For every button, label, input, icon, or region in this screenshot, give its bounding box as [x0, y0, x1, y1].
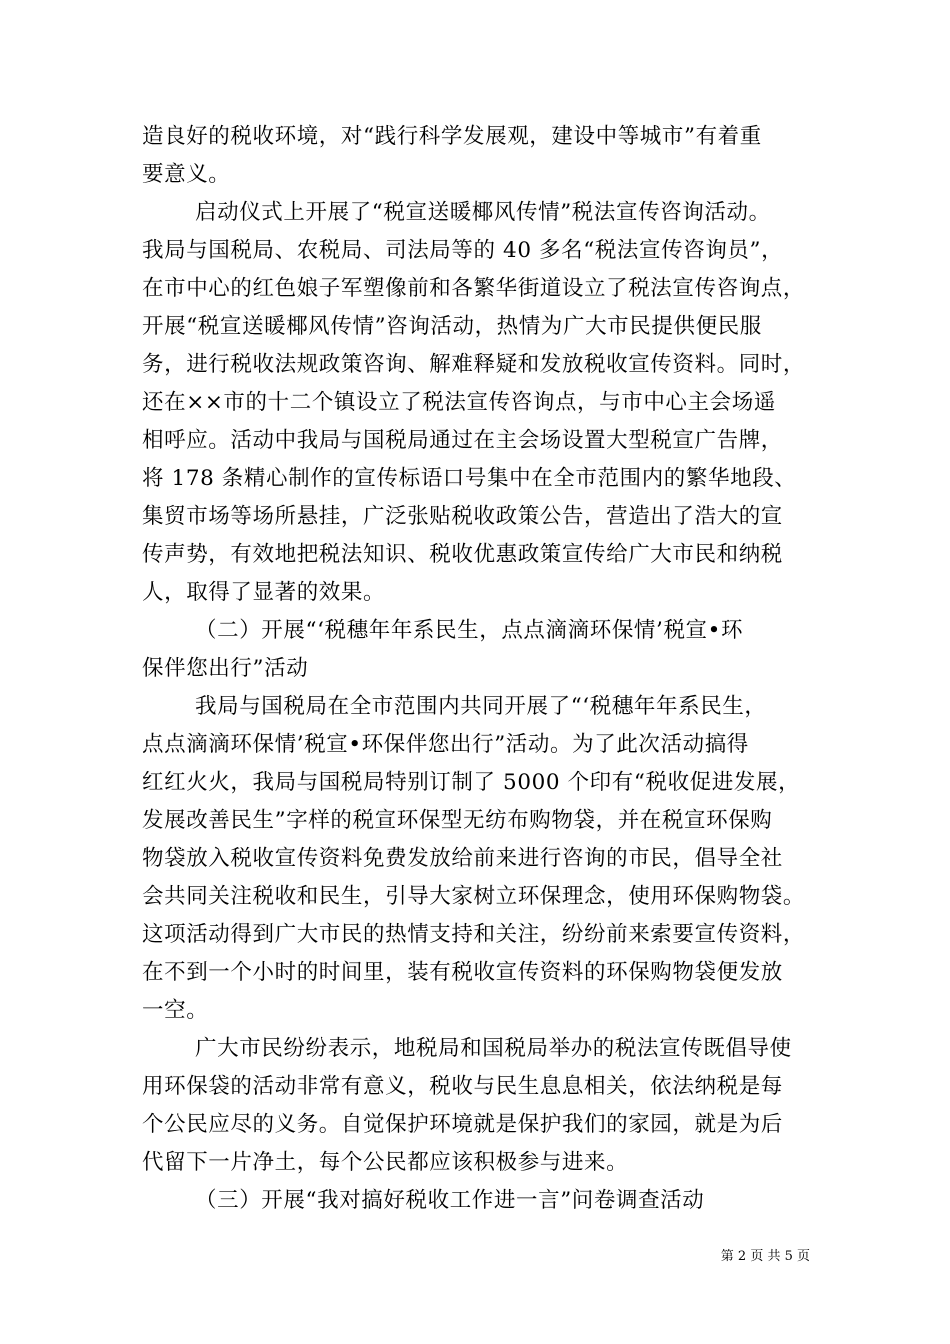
- body-text-line: 广大市民纷纷表示，地税局和国税局举办的税法宣传既倡导使: [195, 1036, 792, 1061]
- body-text-line: 个公民应尽的义务。自觉保护环境就是保护我们的家园，就是为后: [142, 1112, 783, 1137]
- page-number: 第 2 页 共 5 页: [720, 1249, 810, 1264]
- body-text-line: 集贸市场等场所悬挂，广泛张贴税收政策公告，营造出了浩大的宣: [142, 504, 783, 529]
- body-text-line: 务，进行税收法规政策咨询、解难释疑和发放税收宣传资料。同时，: [142, 352, 806, 377]
- section-heading-line: （二）开展“‘税穗年年系民生，点点滴滴环保情’税宣•环: [195, 618, 744, 643]
- body-text-line: 要意义。: [142, 162, 231, 187]
- body-text-line: 启动仪式上开展了“税宣送暖椰风传情”税法宣传咨询活动。: [195, 200, 771, 225]
- body-text-line: 传声势，有效地把税法知识、税收优惠政策宣传给广大市民和纳税: [142, 542, 783, 567]
- body-text-line: 会共同关注税收和民生，引导大家树立环保理念，使用环保购物袋。: [142, 884, 806, 909]
- body-text-line: 开展“税宣送暖椰风传情”咨询活动，热情为广大市民提供便民服: [142, 314, 762, 339]
- body-text-line: 发展改善民生”字样的税宣环保型无纺布购物袋，并在税宣环保购: [142, 808, 773, 833]
- body-text-line: 在市中心的红色娘子军塑像前和各繁华街道设立了税法宣传咨询点，: [142, 276, 806, 301]
- section-heading-line: 保伴您出行”活动: [142, 656, 309, 681]
- body-text-line: 用环保袋的活动非常有意义，税收与民生息息相关，依法纳税是每: [142, 1074, 783, 1099]
- body-text-line: 红红火火，我局与国税局特别订制了 5000 个印有“税收促进发展，: [142, 770, 801, 795]
- section-heading-line: （三）开展“我对搞好税收工作进一言”问卷调查活动: [195, 1188, 705, 1213]
- body-text-line: 将 178 条精心制作的宣传标语口号集中在全市范围内的繁华地段、: [142, 466, 797, 491]
- body-text-line: 物袋放入税收宣传资料免费发放给前来进行咨询的市民，倡导全社: [142, 846, 783, 871]
- body-text-line: 代留下一片净土，每个公民都应该积极参与进来。: [142, 1150, 629, 1175]
- body-text-line: 还在××市的十二个镇设立了税法宣传咨询点，与市中心主会场遥: [142, 390, 776, 415]
- body-text-line: 相呼应。活动中我局与国税局通过在主会场设置大型税宣广告牌，: [142, 428, 783, 453]
- body-text-line: 这项活动得到广大市民的热情支持和关注，纷纷前来索要宣传资料，: [142, 922, 806, 947]
- body-text-line: 我局与国税局、农税局、司法局等的 40 多名“税法宣传咨询员”，: [142, 238, 784, 263]
- body-text-line: 一空。: [142, 998, 209, 1023]
- body-text-line: 造良好的税收环境，对“践行科学发展观，建设中等城市”有着重: [142, 124, 762, 149]
- body-text-line: 点点滴滴环保情’税宣•环保伴您出行”活动。为了此次活动搞得: [142, 732, 749, 757]
- body-text-line: 在不到一个小时的时间里，装有税收宣传资料的环保购物袋便发放: [142, 960, 783, 985]
- body-text-line: 我局与国税局在全市范围内共同开展了“‘税穗年年系民生，: [195, 694, 767, 719]
- body-text-line: 人，取得了显著的效果。: [142, 580, 386, 605]
